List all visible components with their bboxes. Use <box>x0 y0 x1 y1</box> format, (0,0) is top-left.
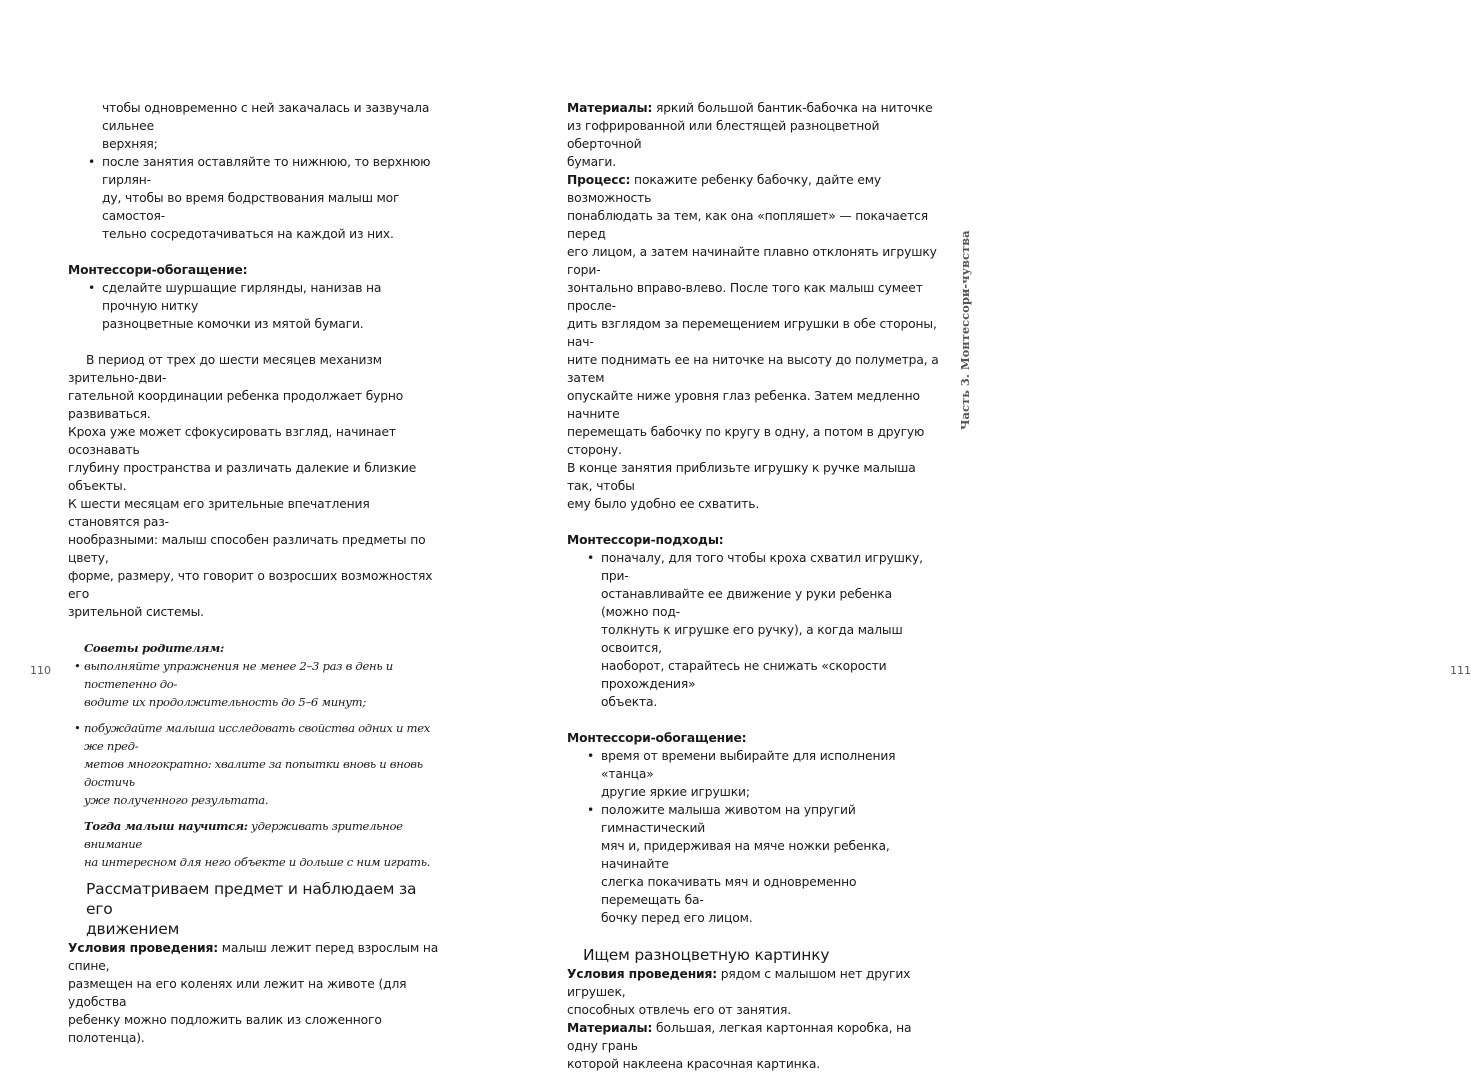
list-item: • сделайте шуршащие гирлянды, нанизав на прочную нитку разноцветные комочки из мятой бумаги. <box>88 281 382 331</box>
page-number: 110 <box>30 664 51 677</box>
process-paragraph: Процесс: покажите ребенку бабочку, дайте ему возможность понаблюдать за тем, как она «попляшет» — покачается перед его лицом, а затем начинайте плавно отклонять игрушку гори- зонтально вправо-влево. После того как малыш сумеет просле- дить взглядом за перемещением игрушки в обе стороны, нач- ните поднимать ее на ниточке на высоту до полуметра, а затем опускайте ниже уровня глаз ребенка. Затем медленно начните перемещать бабочку по кругу в одну, а потом в другую сторону. В конце занятия приблизьте игрушку к ручке малыша так, чтобы ему было удобно ее схватить. <box>567 173 939 511</box>
right-text-column <box>567 99 939 1073</box>
tips-result: Тогда малыш научится: удерживать зрительное внимание на интересном для него объекте и дольше с ним играть. <box>84 819 431 869</box>
list-item: • после занятия оставляйте то нижнюю, то верхнюю гирлян- ду, чтобы во время бодрствования малыш мог самостоя- тельно сосредотачиваться на каждой из них. <box>88 155 431 241</box>
conditions-paragraph: Условия проведения: малыш лежит перед взрослым на спине, размещен на его коленях или лежит на животе (для удобства ребенку можно подложить валик из сложенного полотенца). <box>68 941 439 1045</box>
list-item-continuation: чтобы одновременно с ней закачалась и зазвучала сильнее верхняя; <box>102 101 430 151</box>
enrichment-heading: Монтессори-обогащение: <box>68 263 248 277</box>
list-item: • поначалу, для того чтобы кроха схватил игрушку, при- останавливайте ее движение у руки ребенка (можно под- толкнуть к игрушке его ручку), а когда малыш освоится, наоборот, старайтесь не снижать «скорости прохождения» объекта. <box>587 551 923 709</box>
tips-heading: Советы родителям: <box>84 641 224 655</box>
list-item: • положите малыша животом на упругий гимнастический мяч и, придерживая на мяче ножки ребенка, начинайте слегка покачивать мяч и одновременно перемещать ба- бочку перед его лицом. <box>587 803 890 925</box>
bullet-icon: • <box>587 551 595 565</box>
tip-item: • выполняйте упражнения не менее 2–3 раз в день и постепенно до- водите их продолжительность до 5–6 минут; <box>74 659 393 709</box>
bullet-icon: • <box>88 155 96 169</box>
bullet-icon: • <box>88 281 96 295</box>
materials-paragraph: Материалы: яркий большой бантик-бабочка на ниточке из гофрированной или блестящей разноцветной оберточной бумаги. <box>567 101 933 169</box>
conditions-paragraph: Условия проведения: рядом с малышом нет других игрушек, способных отвлечь его от занятия. <box>567 967 911 1017</box>
left-page <box>0 0 500 1045</box>
parent-tips-box <box>68 639 440 871</box>
right-page <box>500 0 1471 1071</box>
bullet-icon: • <box>587 803 595 817</box>
bullet-icon: • <box>587 749 595 763</box>
body-paragraph: В период от трех до шести месяцев механизм зрительно-дви- гательной координации ребенка продолжает бурно развиваться. Кроха уже может сфокусировать взгляд, начинает осознавать глубину пространства и различать далекие и близкие объекты. К шести месяцам его зрительные впечатления становятся раз- нообразными: малыш способен различать предметы по цвету, форме, размеру, что говорит о возросших возможностях его зрительной системы. <box>68 353 433 619</box>
list-item: • время от времени выбирайте для исполнения «танца» другие яркие игрушки; <box>587 749 896 799</box>
section-title: Ищем разноцветную картинку <box>583 946 830 964</box>
page-number: 111 <box>1450 664 1471 677</box>
tip-item: • побуждайте малыша исследовать свойства одних и тех же пред- метов многократно: хвалите за попытки вновь и вновь достичь уже полученного результата. <box>74 721 431 807</box>
section-title: Рассматриваем предмет и наблюдаем за его движением <box>86 880 417 938</box>
left-text-column <box>68 99 440 1047</box>
enrichment-heading: Монтессори-обогащение: <box>567 731 747 745</box>
bullet-icon: • <box>74 659 81 673</box>
materials-paragraph-2: Материалы: большая, легкая картонная коробка, на одну грань которой наклеена красочная картинка. <box>567 1021 912 1071</box>
bullet-icon: • <box>74 721 81 735</box>
approaches-heading: Монтессори-подходы: <box>567 533 724 547</box>
